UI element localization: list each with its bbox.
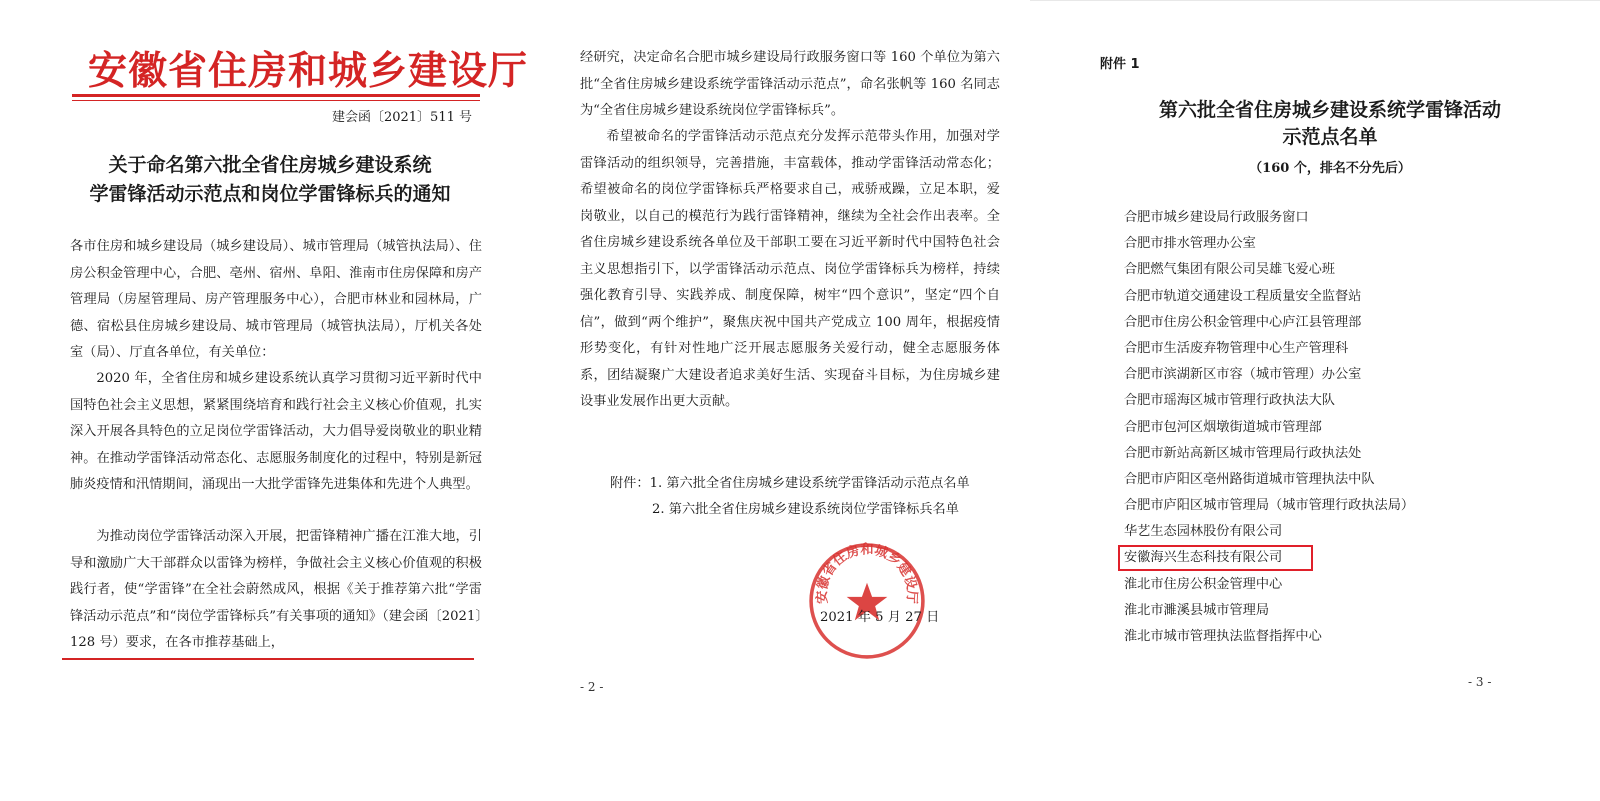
list-item: 淮北市住房公积金管理中心 xyxy=(1124,576,1283,592)
letterhead-red-rule-thick xyxy=(72,94,480,97)
document-page-2 xyxy=(530,0,1030,800)
document-page-3 xyxy=(1030,0,1600,801)
attachment-item-2: 2. 第六批全省住房城乡建设系统岗位学雷锋标兵名单 xyxy=(652,502,959,517)
list-item: 合肥市生活废弃物管理中心生产管理科 xyxy=(1124,340,1349,356)
seal-text: 安徽省住房和城乡建设厅 xyxy=(815,542,919,605)
demonstration-site-list xyxy=(1124,205,1414,650)
attachment-number: 附件 1 xyxy=(1100,57,1140,72)
list-item: 合肥燃气集团有限公司吴雄飞爱心班 xyxy=(1124,262,1335,278)
notice-title-line1: 关于命名第六批全省住房城乡建设系统 xyxy=(108,154,432,176)
list-item: 合肥市包河区烟墩街道城市管理部 xyxy=(1124,419,1322,435)
list-item: 合肥市庐阳区亳州路街道城市管理执法中队 xyxy=(1124,471,1375,487)
list-title-line2: 示范点名单 xyxy=(1282,126,1378,148)
attachment-item-1: 1. 第六批全省住房城乡建设系统学雷锋活动示范点名单 xyxy=(649,476,970,491)
official-seal xyxy=(806,540,928,662)
list-item: 合肥市滨湖新区市容（城市管理）办公室 xyxy=(1124,367,1362,383)
list-item: 合肥市瑶海区城市管理行政执法大队 xyxy=(1124,393,1335,409)
body-paragraph-2: 为推动岗位学雷锋活动深入开展，把雷锋精神广播在江淮大地，引导和激励广大干部群众以雷锋为榜样，争做社会主义核心价值观的积极践行者，使“学雷锋”在全社会蔚然成风，根据《关于推荐第六批“学雷锋活动示范点”和“岗位学雷锋标兵”有关事项的通知》（建会函〔2021〕128 号）要求，在各市推荐基础上， xyxy=(70,529,482,650)
issue-date: 2021 年 5 月 27 日 xyxy=(820,610,940,625)
attachment-label: 附件： xyxy=(610,476,650,491)
list-item: 华艺生态园林股份有限公司 xyxy=(1124,524,1283,540)
list-title-line1: 第六批全省住房城乡建设系统学雷锋活动 xyxy=(1158,99,1501,121)
body-paragraph-1: 2020 年，全省住房和城乡建设系统认真学习贯彻习近平新时代中国特色社会主义思想，紧紧围绕培育和践行社会主义核心价值观，扎实深入开展各具特色的立足岗位学雷锋活动，大力倡导爱岗敬业的职业精神。在推动学雷锋活动常态化、志愿服务制度化的过程中，特别是新冠肺炎疫情和汛情期间，涌现出一大批学雷锋先进集体和先进个人典型。 xyxy=(70,371,482,492)
continued-paragraph: 经研究，决定命名合肥市城乡建设局行政服务窗口等 160 个单位为第六批“全省住房城乡建设系统学雷锋活动示范点”，命名张帆等 160 名同志为“全省住房城乡建设系统岗位学雷锋标兵”。 xyxy=(580,50,1000,118)
list-item: 合肥市新站高新区城市管理局行政执法处 xyxy=(1124,445,1362,461)
page-number: - 3 - xyxy=(1468,675,1492,689)
notice-title-line2: 学雷锋活动示范点和岗位学雷锋标兵的通知 xyxy=(89,183,451,205)
document-page-1 xyxy=(0,0,530,800)
list-item: 合肥市轨道交通建设工程质量安全监督站 xyxy=(1124,288,1362,304)
recipients-paragraph: 各市住房和城乡建设局（城乡建设局）、城市管理局（城管执法局）、住房公积金管理中心，合肥、亳州、宿州、阜阳、淮南市住房保障和房产管理局（房屋管理局、房产管理服务中心），合肥市林业和园林局，广德、宿松县住房城乡建设局、城市管理局（城管执法局），厅机关各处室（局）、厅直各单位，有关单位： xyxy=(70,239,482,360)
page-number: - 2 - xyxy=(580,680,604,694)
letterhead-title: 安徽省住房和城乡建设厅 xyxy=(88,48,529,94)
letterhead-red-rule-thin xyxy=(72,100,480,101)
list-item: 合肥市庐阳区城市管理局（城市管理行政执法局） xyxy=(1124,498,1415,514)
list-item: 合肥市住房公积金管理中心庐江县管理部 xyxy=(1124,314,1362,330)
document-number: 建会函〔2021〕511 号 xyxy=(331,110,472,125)
list-item: 淮北市濉溪县城市管理局 xyxy=(1124,602,1270,618)
highlight-box xyxy=(1118,545,1313,571)
list-item: 合肥市排水管理办公室 xyxy=(1124,236,1256,252)
list-item: 淮北市城市管理执法监督指挥中心 xyxy=(1124,629,1322,644)
list-subtitle: （160 个，排名不分先后） xyxy=(1249,161,1411,176)
footer-red-rule xyxy=(62,658,474,660)
list-item: 合肥市城乡建设局行政服务窗口 xyxy=(1124,210,1309,225)
hope-paragraph: 希望被命名的学雷锋活动示范点充分发挥示范带头作用，加强对学雷锋活动的组织领导，完善措施，丰富载体，推动学雷锋活动常态化；希望被命名的岗位学雷锋标兵严格要求自己，戒骄戒躁，立足本职，爱岗敬业，以自己的模范行为践行雷锋精神，继续为全社会作出表率。全省住房城乡建设系统各单位及干部职工要在习近平新时代中国特色社会主义思想指引下，以学雷锋活动示范点、岗位学雷锋标兵为榜样，持续强化教育引导、实践养成、制度保障，树牢“四个意识”，坚定“四个自信”，做到“两个维护”，聚焦庆祝中国共产党成立 100 周年，根据疫情形势变化，有针对性地广泛开展志愿服务关爱行动，健全志愿服务体系，团结凝聚广大建设者追求美好生活、实现奋斗目标，为住房城乡建设事业发展作出更大贡献。 xyxy=(580,129,1000,409)
list-item-highlighted: 安徽海兴生态科技有限公司 xyxy=(1124,550,1283,566)
